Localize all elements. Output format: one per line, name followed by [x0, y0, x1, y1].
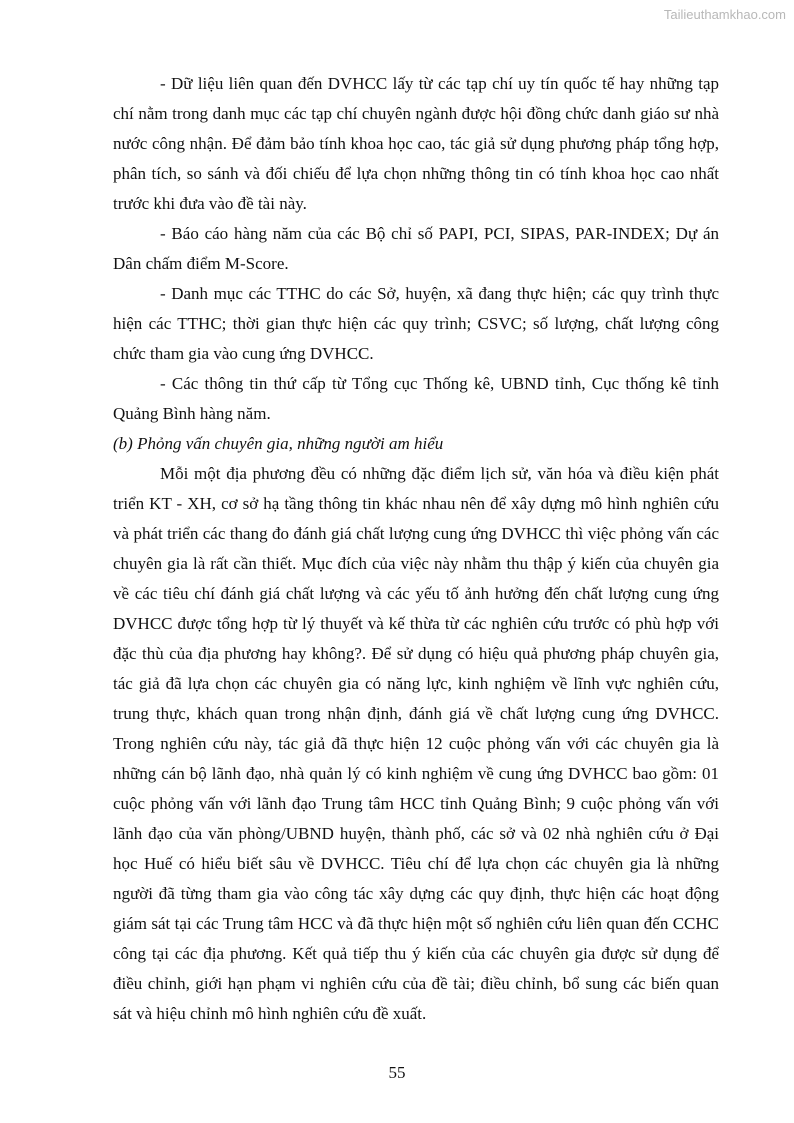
paragraph-secondary-info: - Các thông tin thứ cấp từ Tổng cục Thống kê, UBND tỉnh, Cục thống kê tỉnh Quảng Bình hàng năm. [113, 374, 719, 423]
section-heading-interviews: (b) Phỏng vấn chuyên gia, những người am hiểu [113, 434, 444, 453]
paragraph-annual-reports: - Báo cáo hàng năm của các Bộ chỉ số PAPI, PCI, SIPAS, PAR-INDEX; Dự án Dân chấm điểm M-Score. [113, 224, 719, 273]
paragraph-data-sources: - Dữ liệu liên quan đến DVHCC lấy từ các tạp chí uy tín quốc tế hay những tạp chí nằm trong danh mục các tạp chí chuyên ngành được hội đồng chức danh giáo sư nhà nước công nhận. Để đảm bảo tính khoa học cao, tác giả sử dụng phương pháp tổng hợp, phân tích, so sánh và đối chiếu để lựa chọn những thông tin có tính khoa học cao nhất trước khi đưa vào đề tài này. [113, 74, 719, 213]
paragraph-procedures-list: - Danh mục các TTHC do các Sở, huyện, xã đang thực hiện; các quy trình thực hiện các TTHC; thời gian thực hiện các quy trình; CSVC; số lượng, chất lượng công chức tham gia vào cung ứng DVHCC. [113, 284, 719, 363]
document-body [113, 69, 719, 1029]
page-number: 55 [388, 1063, 406, 1082]
paragraph-expert-interviews: Mỗi một địa phương đều có những đặc điểm lịch sử, văn hóa và điều kiện phát triển KT - XH, cơ sở hạ tầng thông tin khác nhau nên để xây dựng mô hình nghiên cứu và phát triển các thang đo đánh giá chất lượng cung ứng DVHCC thì việc phỏng vấn các chuyên gia là rất cần thiết. Mục đích của việc này nhằm thu thập ý kiến của chuyên gia về các tiêu chí đánh giá chất lượng và các yếu tố ảnh hưởng đến chất lượng cung ứng DVHCC được tổng hợp từ lý thuyết và kế thừa từ các nghiên cứu trước có phù hợp với đặc thù của địa phương hay không?. Để sử dụng có hiệu quả phương pháp chuyên gia, tác giả đã lựa chọn các chuyên gia có năng lực, kinh nghiệm về lĩnh vực nghiên cứu, trung thực, khách quan trong nhận định, đánh giá về chất lượng cung ứng DVHCC. Trong nghiên cứu này, tác giả đã thực hiện 12 cuộc phỏng vấn với các chuyên gia là những cán bộ lãnh đạo, nhà quản lý có kinh nghiệm về cung ứng DVHCC bao gồm: 01 cuộc phỏng vấn với lãnh đạo Trung tâm HCC tỉnh Quảng Bình; 9 cuộc phỏng vấn với lãnh đạo của văn phòng/UBND huyện, thành phố, các sở và 02 nhà nghiên cứu ở Đại học Huế có hiểu biết sâu về DVHCC. Tiêu chí để lựa chọn các chuyên gia là những người đã từng tham gia vào công tác xây dựng các quy định, thực hiện các hoạt động giám sát tại các Trung tâm HCC và đã thực hiện một số nghiên cứu liên quan đến CCHC công tại các địa phương. Kết quả tiếp thu ý kiến của các chuyên gia được sử dụng để điều chỉnh, giới hạn phạm vi nghiên cứu của đề tài; điều chỉnh, bổ sung các biến quan sát và hiệu chỉnh mô hình nghiên cứu đề xuất. [113, 464, 719, 1023]
watermark: Tailieuthamkhao.com [663, 7, 786, 22]
